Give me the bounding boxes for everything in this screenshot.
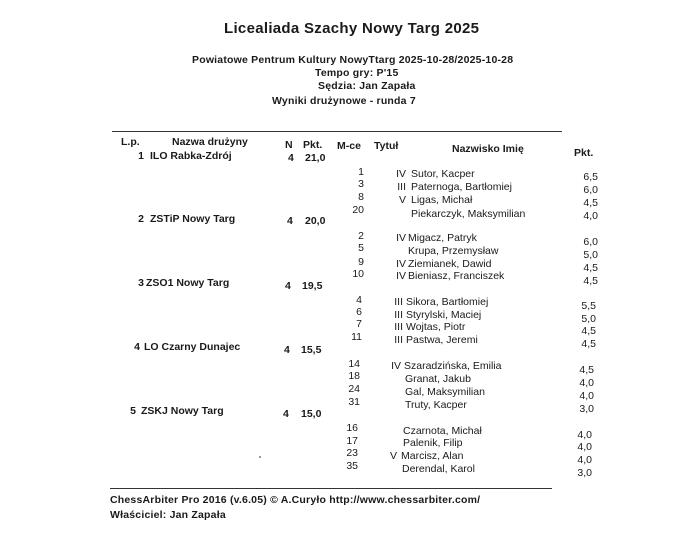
team-lp: 3: [138, 277, 144, 289]
team-pkt: 19,5: [302, 280, 323, 292]
page-title: Licealiada Szachy Nowy Targ 2025: [224, 20, 480, 37]
player-place: 3: [358, 178, 364, 190]
player-pts: 6,0: [583, 184, 598, 196]
team-pkt: 15,0: [301, 408, 322, 420]
player-place: 35: [346, 460, 358, 472]
team-name: ZSO1 Nowy Targ: [146, 277, 230, 289]
player-name: Migacz, Patryk: [408, 232, 477, 244]
organizer-line: Powiatowe Pentrum Kultury NowyTtarg 2025-10-28/2025-10-28: [192, 54, 514, 66]
player-name: Ligas, Michał: [411, 194, 473, 206]
col-team-name: Nazwa drużyny: [172, 136, 248, 148]
player-name: Sutor, Kacper: [411, 168, 475, 180]
team-name: ZSKJ Nowy Targ: [141, 405, 224, 417]
player-name: Pastwa, Jeremi: [406, 334, 478, 346]
team-name: ILO Rabka-Zdrój: [150, 150, 232, 162]
team-name: ZSTiP Nowy Targ: [150, 213, 236, 225]
col-pkt: Pkt.: [303, 139, 323, 151]
scan-speck: [259, 456, 261, 458]
player-pts: 4,5: [579, 364, 594, 376]
player-place: 24: [348, 383, 360, 395]
player-title: IV: [396, 168, 406, 180]
player-pts: 6,0: [583, 236, 598, 248]
player-title: IV: [396, 232, 406, 244]
col-lp: L.p.: [121, 136, 140, 148]
player-place: 6: [356, 306, 362, 318]
team-lp: 4: [134, 341, 140, 353]
player-name: Granat, Jakub: [405, 373, 471, 385]
team-lp: 1: [138, 150, 144, 162]
player-name: Marcisz, Alan: [401, 450, 464, 462]
player-title: V: [398, 194, 406, 206]
player-name: Palenik, Filip: [403, 437, 463, 449]
team-pkt: 21,0: [305, 152, 326, 164]
player-pts: 4,0: [583, 210, 598, 222]
player-name: Truty, Kacper: [405, 399, 467, 411]
player-name: Sikora, Bartłomiej: [406, 296, 489, 308]
player-title: IV: [391, 360, 401, 372]
player-title: III: [394, 334, 403, 346]
player-pts: 4,5: [583, 262, 598, 274]
team-lp: 5: [130, 405, 136, 417]
player-place: 10: [352, 268, 364, 280]
team-n: 4: [285, 280, 291, 292]
player-name: Derendal, Karol: [402, 463, 475, 475]
player-title: IV: [396, 270, 406, 282]
player-name: Szaradzińska, Emilia: [404, 360, 502, 372]
col-n: N: [285, 139, 293, 151]
bottom-divider: [110, 488, 552, 489]
team-lp: 2: [138, 213, 144, 225]
player-place: 11: [351, 331, 362, 343]
player-pts: 3,0: [579, 403, 594, 415]
player-place: 8: [358, 191, 364, 203]
player-place: 7: [356, 318, 362, 330]
player-place: 20: [352, 204, 364, 216]
player-pts: 4,5: [581, 338, 596, 350]
player-place: 9: [358, 256, 364, 268]
team-n: 4: [284, 344, 290, 356]
player-name: Styrylski, Maciej: [406, 309, 482, 321]
player-place: 14: [348, 358, 360, 370]
player-pts: 4,0: [579, 390, 594, 402]
player-name: Gal, Maksymilian: [405, 386, 485, 398]
player-pts: 4,0: [579, 377, 594, 389]
player-pts: 4,0: [577, 441, 592, 453]
player-pts: 3,0: [577, 467, 592, 479]
player-title: III: [397, 181, 406, 193]
player-name: Bieniasz, Franciszek: [408, 270, 505, 282]
col-player-name: Nazwisko Imię: [452, 143, 524, 155]
player-place: 16: [346, 422, 358, 434]
player-title: III: [394, 309, 403, 321]
player-pts: 5,5: [581, 300, 596, 312]
player-place: 17: [346, 435, 358, 447]
player-name: Paternoga, Bartłomiej: [411, 181, 512, 193]
tempo-line: Tempo gry: P'15: [315, 67, 399, 79]
player-pts: 4,5: [583, 197, 598, 209]
col-player-pkt: Pkt.: [574, 147, 594, 159]
player-title: III: [394, 296, 403, 308]
player-name: Piekarczyk, Maksymilian: [411, 208, 526, 220]
player-title: V: [389, 450, 397, 462]
top-divider: [112, 131, 562, 132]
player-name: Czarnota, Michał: [403, 425, 482, 437]
results-round-line: Wyniki drużynowe - runda 7: [272, 95, 416, 107]
software-credit: ChessArbiter Pro 2016 (v.6.05) © A.Curyło http://www.chessarbiter.com/: [110, 494, 481, 506]
player-pts: 4,0: [577, 454, 592, 466]
team-n: 4: [283, 408, 289, 420]
player-place: 18: [348, 370, 360, 382]
player-title: III: [394, 321, 403, 333]
team-pkt: 15,5: [301, 344, 322, 356]
team-n: 4: [287, 215, 293, 227]
owner-line: Właściciel: Jan Zapała: [110, 509, 226, 521]
judge-line: Sędzia: Jan Zapała: [318, 80, 416, 92]
player-pts: 5,0: [583, 249, 598, 261]
player-pts: 4,0: [577, 429, 592, 441]
player-place: 23: [346, 447, 358, 459]
player-name: Ziemianek, Dawid: [408, 258, 492, 270]
player-place: 1: [358, 166, 364, 178]
player-place: 5: [358, 242, 364, 254]
player-name: Krupa, Przemysław: [408, 245, 499, 257]
player-pts: 6,5: [583, 171, 598, 183]
player-pts: 5,0: [581, 313, 596, 325]
player-place: 2: [358, 230, 364, 242]
player-place: 4: [356, 294, 362, 306]
player-place: 31: [348, 396, 360, 408]
team-n: 4: [288, 152, 294, 164]
col-tytul: Tytuł: [374, 140, 399, 152]
team-name: LO Czarny Dunajec: [144, 341, 241, 353]
player-title: IV: [396, 258, 406, 270]
player-name: Wojtas, Piotr: [406, 321, 466, 333]
player-pts: 4,5: [583, 275, 598, 287]
team-pkt: 20,0: [305, 215, 326, 227]
col-mce: M-ce: [337, 140, 361, 152]
player-pts: 4,5: [581, 325, 596, 337]
